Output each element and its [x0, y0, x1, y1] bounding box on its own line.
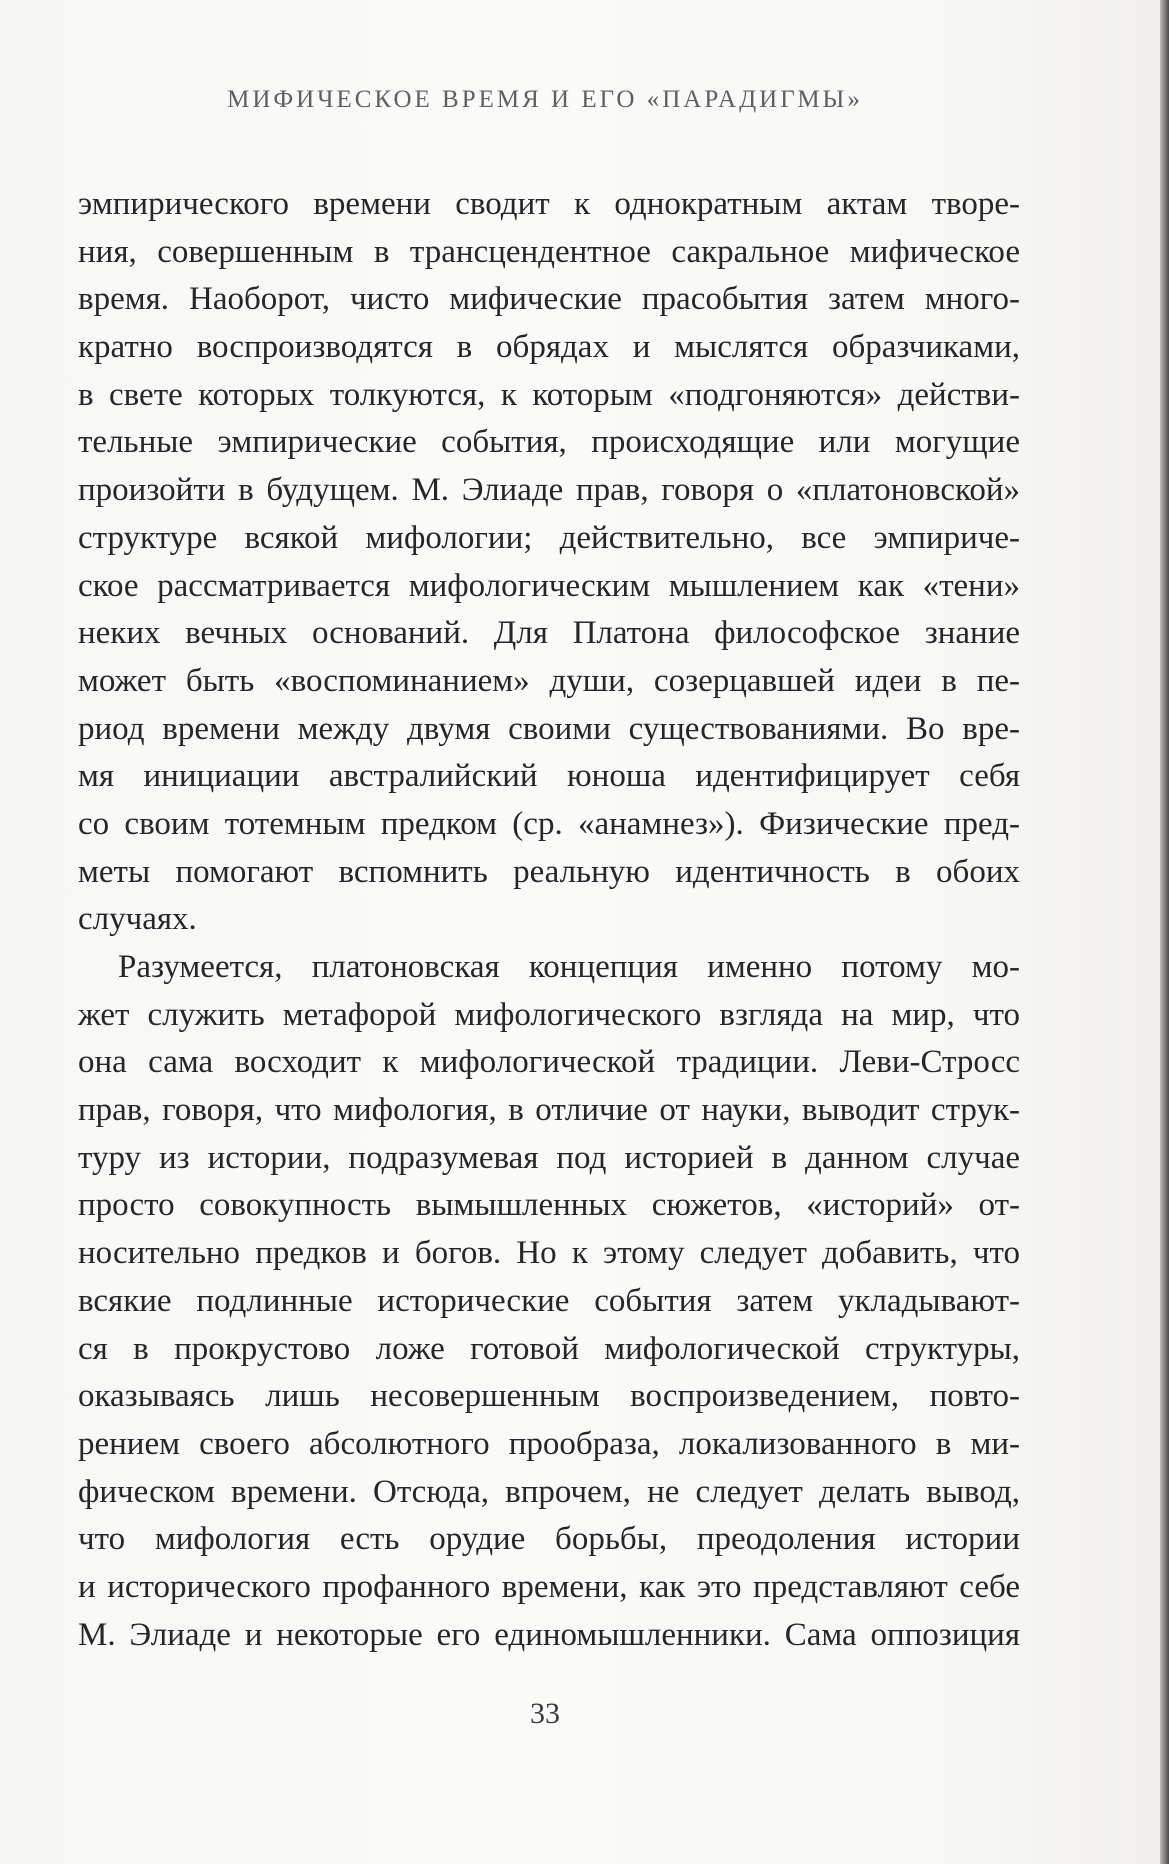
text-line: тельные эмпирические события, происходящие или могущие — [78, 424, 1020, 461]
text-line: всякие подлинные исторические события затем укладывают- — [78, 1282, 1020, 1319]
body-text — [78, 181, 1020, 1659]
text-line-paragraph-start: Разумеется, платоновская концепция именно потому мо- — [118, 949, 1020, 985]
text-line: неких вечных оснований. Для Платона философское знание — [78, 615, 1020, 652]
text-line: структуре всякой мифологии; действительно, все эмпириче- — [78, 519, 1020, 556]
page-edge — [1160, 0, 1169, 1864]
text-line: жет служить метафорой мифологического взгляда на мир, что — [78, 996, 1020, 1033]
text-line: произойти в будущем. М. Элиаде прав, говоря о «платоновской» — [78, 472, 1020, 509]
text-line: кратно воспроизводятся в обрядах и мыслятся образчиками, — [78, 329, 1020, 366]
text-line: и исторического профанного времени, как это представляют себе — [78, 1568, 1020, 1605]
text-line: эмпирического времени сводит к однократным актам творе- — [78, 186, 1020, 222]
text-line: со своим тотемным предком (ср. «анамнез»). Физические пред- — [78, 805, 1020, 842]
text-line: рением своего абсолютного прообраза, локализованного в ми- — [78, 1425, 1020, 1462]
text-line: время. Наоборот, чисто мифические прасобытия затем много- — [78, 281, 1020, 318]
text-line: что мифология есть орудие борьбы, преодоления истории — [78, 1521, 1020, 1558]
text-line: М. Элиаде и некоторые его единомышленники. Сама оппозиция — [78, 1616, 1020, 1653]
text-line: носительно предков и богов. Но к этому следует добавить, что — [78, 1235, 1020, 1272]
text-line: в свете которых толкуются, к которым «подгоняются» действи- — [78, 376, 1020, 413]
text-line: мя инициации австралийский юноша идентифицирует себя — [78, 758, 1020, 795]
page-number: 33 — [530, 1697, 560, 1730]
text-line: она сама восходит к мифологической традиции. Леви-Стросс — [78, 1044, 1020, 1081]
text-line: прав, говоря, что мифология, в отличие от науки, выводит струк- — [78, 1092, 1020, 1129]
text-line-paragraph-end: случаях. — [78, 901, 197, 938]
text-line: оказываясь лишь несовершенным воспроизведением, повто- — [78, 1378, 1020, 1415]
text-line: ся в прокрустово ложе готовой мифологической структуры, — [78, 1330, 1020, 1367]
text-line: фическом времени. Отсюда, впрочем, не следует делать вывод, — [78, 1473, 1020, 1510]
text-line: просто совокупность вымышленных сюжетов, «историй» от- — [78, 1187, 1020, 1224]
text-line: ния, совершенным в трансцендентное сакральное мифическое — [78, 233, 1020, 270]
text-line: ское рассматривается мифологическим мышлением как «тени» — [78, 567, 1020, 604]
running-header: МИФИЧЕСКОЕ ВРЕМЯ И ЕГО «ПАРАДИГМЫ» — [227, 86, 863, 113]
text-line: может быть «воспоминанием» души, созерцавшей идеи в пе- — [78, 662, 1020, 699]
text-line: меты помогают вспомнить реальную идентичность в обоих — [78, 853, 1020, 890]
text-line: туру из истории, подразумевая под историей в данном случае — [78, 1139, 1020, 1176]
text-line: риод времени между двумя своими существованиями. Во вре- — [78, 710, 1020, 747]
